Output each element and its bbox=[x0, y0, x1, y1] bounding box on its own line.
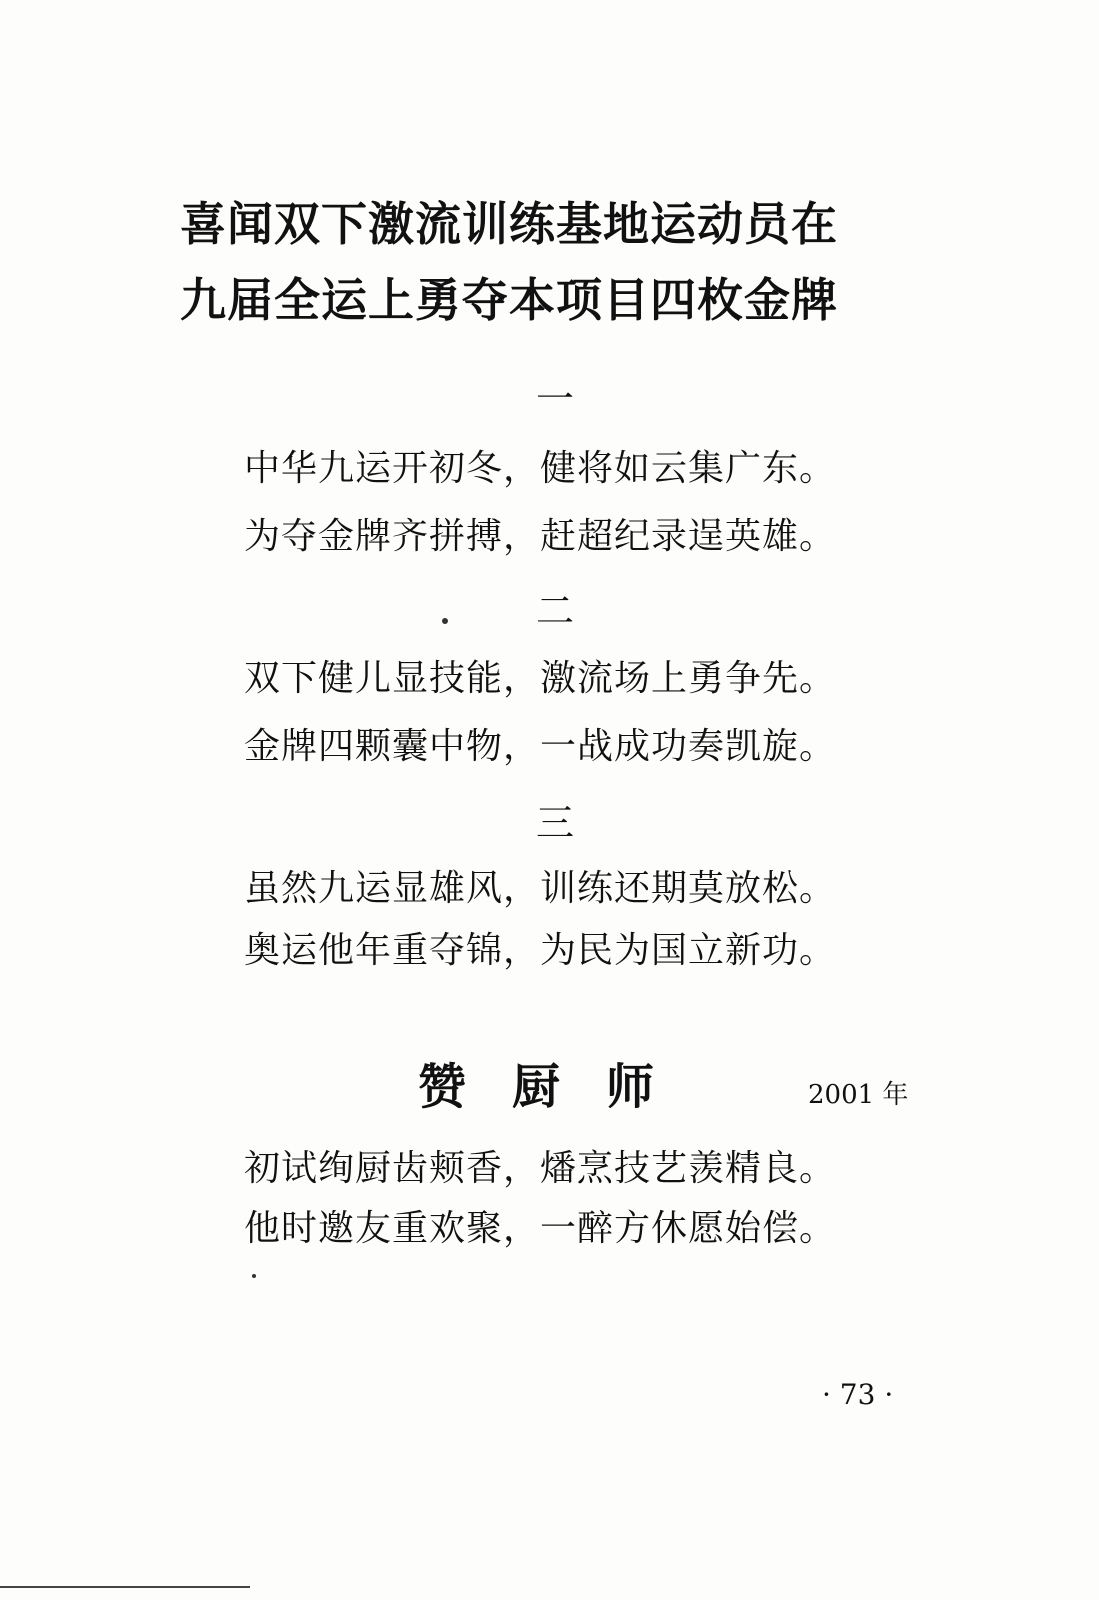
verse-line: 金牌四颗囊中物，一战成功奏凯旋。 bbox=[244, 726, 837, 767]
verse-line: 初试绚厨齿颊香，燔烹技艺羡精良。 bbox=[244, 1148, 837, 1189]
scan-edge-line bbox=[0, 1586, 250, 1588]
poem1-title-line2: 九届全运上勇夺本项目四枚金牌 bbox=[180, 273, 838, 327]
print-speck bbox=[442, 618, 448, 624]
verse-line: 中华九运开初冬，健将如云集广东。 bbox=[244, 448, 837, 489]
verse-line: 双下健儿显技能，激流场上勇争先。 bbox=[244, 658, 837, 699]
page-number: · 73 · bbox=[822, 1378, 894, 1411]
poem2-title: 赞厨师 bbox=[418, 1059, 701, 1115]
verse-line: 奥运他年重夺锦，为民为国立新功。 bbox=[244, 930, 837, 971]
verse-line: 虽然九运显雄风，训练还期莫放松。 bbox=[244, 868, 837, 909]
verse-line: 为夺金牌齐拼搏，赶超纪录逞英雄。 bbox=[244, 516, 837, 557]
poem1-title-line1: 喜闻双下激流训练基地运动员在 bbox=[180, 197, 838, 251]
verse-line: 他时邀友重欢聚，一醉方休愿始偿。 bbox=[244, 1208, 837, 1249]
section-number-3: 三 bbox=[535, 801, 574, 845]
print-speck bbox=[252, 1274, 256, 1278]
section-number-2: 二 bbox=[535, 589, 574, 633]
section-number-1: 一 bbox=[535, 377, 574, 421]
poem2-year: 2001 年 bbox=[808, 1080, 909, 1110]
